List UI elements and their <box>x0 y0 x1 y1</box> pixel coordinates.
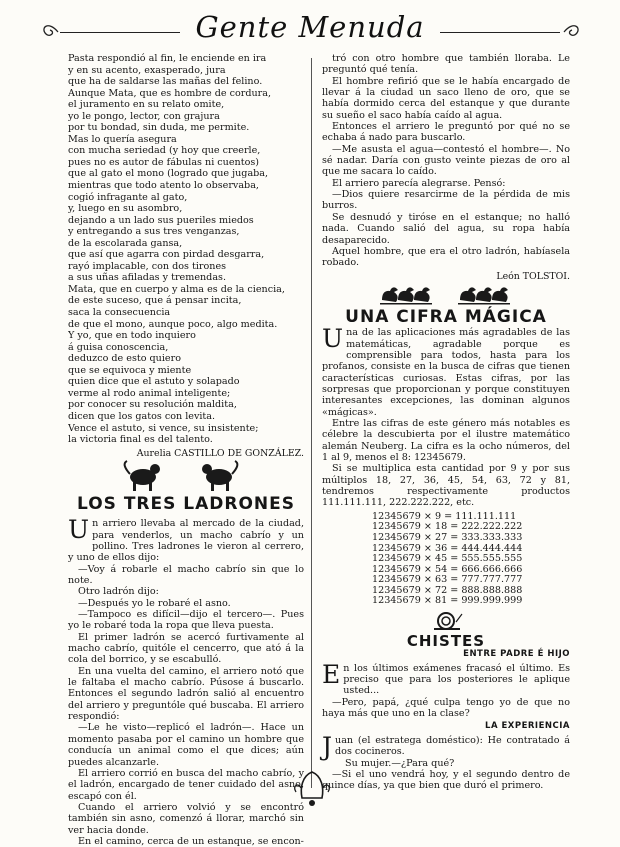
paragraph: Se desnudó y tiróse en el estanque; no halló nada. Cuando salió del agua, su ropa había desaparecido. <box>322 211 570 246</box>
tres-ladrones-body <box>68 515 304 847</box>
poem-line: de la escolarada gansa, <box>68 237 183 249</box>
table-row: 12345679 × 63 = 777.777.777 <box>372 574 523 586</box>
snail-ornament-icon <box>426 610 466 632</box>
paragraph: Un arriero llevaba al mercado de la ciudad, para venderlos, un macho cabrío y un pollino. Tres ladrones le vieron al cerrero, y uno de ellos dijo: <box>68 515 304 564</box>
table-row: 12345679 × 36 = 444.444.444 <box>372 542 523 554</box>
paragraph: Su mujer.—¿Para qué? <box>345 757 455 769</box>
paragraph: En los últimos exámenes fracasó el último. Es preciso que para los posteriores le aplique usted... <box>322 659 570 697</box>
poem-line: de que el mono, aunque poco, algo medita. <box>68 318 278 330</box>
poem-line: Vence el astuto, si vence, su insistente; <box>68 422 259 434</box>
table-row: 12345679 × 9 = 111.111.111 <box>372 510 517 522</box>
poem-line: Y yo, que en todo inquiero <box>68 330 196 342</box>
chistes-title: CHISTES <box>406 632 486 651</box>
poem-line: con mucha seriedad (y hoy que creerle, <box>68 145 261 157</box>
poem-line: Aunque Mata, que es hombre de cordura, <box>68 87 272 99</box>
poem-line: Mata, que en cuerpo y alma es de la ciencia, <box>68 283 285 295</box>
poem-signature: Aurelia CASTILLO DE GONZÁLEZ. <box>136 447 304 459</box>
paragraph: Aquel hombre, que era el otro ladrón, habíasela robado. <box>322 245 570 269</box>
right-column <box>322 53 570 792</box>
tres-ladrones-continued <box>322 53 570 269</box>
paragraph: —Tampoco es difícil—dijo el tercero—. Pues yo le robaré toda la ropa que lleva puesta. <box>68 609 304 632</box>
tres-ladrones-title: LOS TRES LADRONES <box>76 493 296 514</box>
bottom-bell-ornament-icon <box>292 768 332 812</box>
paragraph: —Dios quiere resarcirme de la pérdida de mis burros. <box>322 189 570 212</box>
poem-line: la victoria final es del talento. <box>68 434 213 446</box>
paragraph: Entre las cifras de este género más notables es célebre la descubierta por el ilustre matemático alemán Neuberg. La cifra es la ocho números, del 1 al 9, menos el 8: 12345679. <box>322 417 570 463</box>
flourish-left-icon <box>38 18 62 46</box>
poem-line: quien dice que el astuto y solapado <box>68 376 240 388</box>
paragraph: Juan (el estratega doméstico): He contratado á dos cocineros. <box>322 731 570 761</box>
poem-line: que ha de saldarse las mañas del felino. <box>68 76 263 88</box>
poem-line: dejando a un lado sus pueriles miedos <box>68 214 254 226</box>
cifra-magica-body <box>322 324 570 509</box>
table-row: 12345679 × 27 = 333.333.333 <box>372 531 523 543</box>
poem-line: y en su acento, exasperado, jura <box>68 64 226 76</box>
poem-line: el juramento en su relato omite, <box>68 99 225 111</box>
ducks-ornament-icon <box>376 282 516 308</box>
paragraph: El arriero corrió en busca del macho cabrío, y el ladrón, encargado de tener cuidado del asno, escapó con él. <box>68 767 304 802</box>
paragraph: El hombre refirió que se le había encargado de llevar á la ciudad un saco lleno de oro, que se había dormido cerca del estanque y que durante su sueño el saco había caído al agua. <box>322 75 570 121</box>
poem-line: pues no es autor de fábulas ni cuentos) <box>68 156 260 168</box>
drop-cap: E <box>322 659 341 689</box>
cifra-magica-title: UNA CIFRA MÁGICA <box>345 306 547 327</box>
monkeys-ornament-icon <box>121 459 251 493</box>
paragraph: El arriero parecía alegrarse. Pensó: <box>332 177 506 189</box>
paragraph: Una de las aplicaciones más agradables de las matemáticas, agradable porque es comprensible para todos, hasta para los profanos, consiste en la busca de cifras que tienen características curiosas. Estas cifras, por las sorpresas que proporcionan y porque constituyen interesantes excepciones, las dominan algunos «mágicas». <box>322 324 570 418</box>
poem-line: que se equivoca y miente <box>68 364 192 376</box>
paragraph: —Si el uno vendrá hoy, y el segundo dentro de quince días, ya que bien que duró el primero. <box>322 768 570 792</box>
multiplication-table <box>372 512 570 607</box>
paragraph: En el camino, cerca de un estanque, se encon- <box>78 835 304 847</box>
chistes-text-2 <box>322 731 570 792</box>
masthead <box>0 8 620 56</box>
poem-line: rayó implacable, con dos tirones <box>68 260 227 272</box>
paragraph: —Me asusta el agua—contestó el hombre—. No sé nadar. Daría con gusto veinte piezas de oro al que me sacara lo caído. <box>322 143 570 178</box>
poem-line: y, luego en su asombro, <box>68 203 183 215</box>
poem-line: yo le pongo, lector, con grajura <box>68 110 220 122</box>
paragraph: tró con otro hombre que también lloraba. Le preguntó qué tenía. <box>322 53 570 76</box>
paragraph: —Después yo le robaré el asno. <box>78 597 231 609</box>
poem-line: por tu bondad, sin duda, me permite. <box>68 122 250 134</box>
poem-line: a sus uñas afiladas y tremendas. <box>68 272 227 284</box>
poem-line: mientras que todo atento lo observaba, <box>68 180 259 192</box>
poem-line: por conocer su resolución maldita, <box>68 399 237 411</box>
paragraph: —Le he visto—replicó el ladrón—. Hace un momento pasaba por el camino un hombre que conducía un animal como el que dices; aún puedes alcanzarle. <box>68 722 304 768</box>
drop-cap: J <box>322 731 333 761</box>
table-row: 12345679 × 18 = 222.222.222 <box>372 521 523 533</box>
chistes-subtitle-1: ENTRE PADRE É HIJO <box>463 649 570 660</box>
paragraph: El primer ladrón se acercó furtivamente al macho cabrío, quitóle el cencerro, que ató á la cola del borrico, y se escabulló. <box>68 631 304 666</box>
poem-line: que al gato el mono (logrado que jugaba, <box>68 168 269 180</box>
masthead-title: Gente Menuda <box>195 10 425 44</box>
flourish-right-icon <box>560 18 584 46</box>
table-row: 12345679 × 81 = 999.999.999 <box>372 595 523 607</box>
drop-cap: U <box>68 515 90 545</box>
poem-line: saca la consecuencia <box>68 307 171 319</box>
paragraph: —Pero, papá, ¿qué culpa tengo yo de que no haya más que uno en la clase? <box>322 696 570 720</box>
masthead-rule-left <box>60 32 180 33</box>
table-row: 12345679 × 45 = 555.555.555 <box>372 553 523 565</box>
poem-line: á guisa conoscencia, <box>68 341 169 353</box>
poem-line: y entregando a sus tres venganzas, <box>68 226 240 238</box>
poem <box>68 53 304 446</box>
poem-line: dicen que los gatos con levita. <box>68 410 216 422</box>
left-column <box>68 53 304 847</box>
paragraph: Cuando el arriero volvió y se encontró también sin asno, comenzó á llorar, marchó sin ver hacia donde. <box>68 801 304 836</box>
drop-cap: U <box>322 324 344 354</box>
paragraph: Otro ladrón dijo: <box>78 586 159 598</box>
paragraph: Entonces el arriero le preguntó por qué no se echaba á nado para buscarlo. <box>322 121 570 144</box>
poem-line: cogió infragante al gato, <box>68 191 188 203</box>
table-row: 12345679 × 72 = 888.888.888 <box>372 584 523 596</box>
poem-line: de este suceso, que á pensar incita, <box>68 295 242 307</box>
paragraph: En una vuelta del camino, el arriero notó que le faltaba el macho cabrío. Púsose á buscarlo. Entonces el segundo ladrón salió al encuentro del arriero y preguntóle qué buscaba. El arriero respondió: <box>68 665 304 723</box>
tolstoi-signature: León TOLSTOI. <box>496 270 570 282</box>
poem-line: deduzco de esto quiero <box>68 353 181 365</box>
poem-line: verme al rodo animal inteligente; <box>68 387 231 399</box>
poem-line: Pasta respondió al fin, le enciende en ira <box>68 53 267 64</box>
chistes-subtitle-2: LA EXPERIENCIA <box>485 721 570 732</box>
poem-line: que así que agarra con pirdad desgarra, <box>68 249 265 261</box>
chistes-text-1 <box>322 659 570 720</box>
column-divider <box>311 58 312 788</box>
masthead-rule-right <box>440 32 560 33</box>
table-row: 12345679 × 54 = 666.666.666 <box>372 563 523 575</box>
paragraph: —Voy á robarle el macho cabrío sin que lo note. <box>68 563 304 586</box>
poem-line: Mas lo quería asegura <box>68 133 177 145</box>
paragraph: Si se multiplica esta cantidad por 9 y por sus múltiplos 18, 27, 36, 45, 54, 63, 72 y 81, tendremos respectivamente productos 111.111.111, 222.222.222, etc. <box>322 463 570 509</box>
